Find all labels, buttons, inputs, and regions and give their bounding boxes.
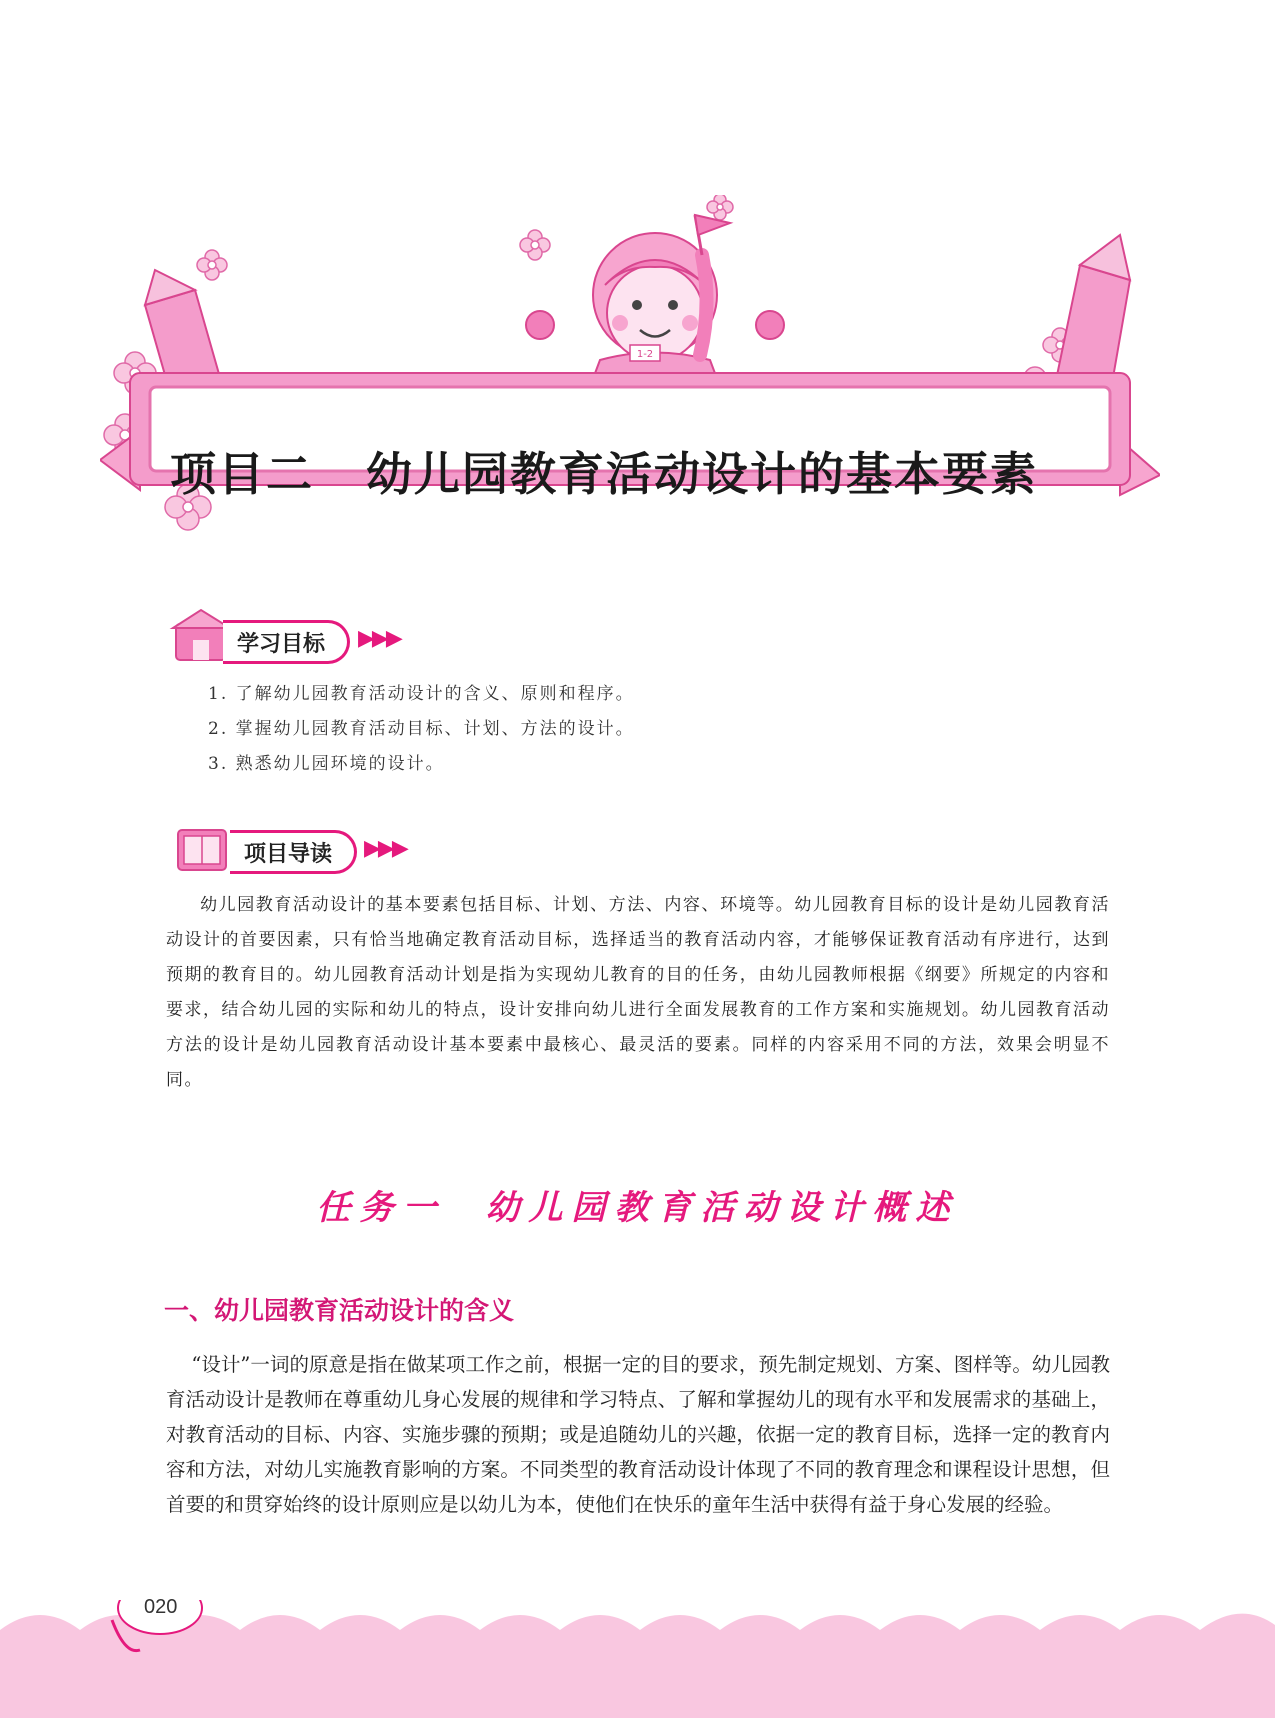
list-item: 1. 了解幼儿园教育活动设计的含义、原则和程序。 xyxy=(208,684,635,704)
objectives-header xyxy=(168,606,428,666)
guide-header xyxy=(168,816,428,876)
guide-paragraph xyxy=(166,888,1110,1098)
project-title xyxy=(170,438,1100,504)
guide-arrows: ▶▶▶ xyxy=(364,836,406,861)
project-name: 幼儿园教育活动设计的基本要素 xyxy=(366,447,1038,501)
objectives-arrows: ▶▶▶ xyxy=(358,626,400,651)
task-title xyxy=(0,1180,1275,1229)
section-text: “设计”一词的原意是指在做某项工作之前，根据一定的目的要求，预先制定规划、方案、图样等。幼儿园教育活动设计是教师在尊重幼儿身心发展的规律和学习特点、了解和掌握幼儿的现有水平和发展需求的基础上，对教育活动的目标、内容、实施步骤的预期；或是追随幼儿的兴趣，依据一定的教育目标，选择一定的教育内容和方法，对幼儿实施教育影响的方案。不同类型的教育活动设计体现了不同的教育理念和课程设计思想，但首要的和贯穿始终的设计原则应是以幼儿为本，使他们在快乐的童年生活中获得有益于身心发展的经验。 xyxy=(166,1353,1110,1516)
footer-scallop xyxy=(0,1600,1275,1718)
objectives-list xyxy=(208,677,1108,782)
section-paragraph xyxy=(166,1347,1110,1522)
section-heading: 一、幼儿园教育活动设计的含义 xyxy=(164,1296,515,1325)
project-number: 项目二 xyxy=(170,447,314,501)
guide-label: 项目导读 xyxy=(230,830,357,874)
guide-text: 幼儿园教育活动设计的基本要素包括目标、计划、方法、内容、环境等。幼儿园教育目标的设计是幼儿园教育活动设计的首要因素，只有恰当地确定教育活动目标，选择适当的教育活动内容，才能够保证教育活动有序进行，达到预期的教育目的。幼儿园教育活动计划是指为实现幼儿教育的目的任务，由幼儿园教师根据《纲要》所规定的内容和要求，结合幼儿园的实际和幼儿的特点，设计安排向幼儿进行全面发展教育的工作方案和实施规划。幼儿园教育活动方法的设计是幼儿园教育活动设计基本要素中最核心、最灵活的要素。同样的内容采用不同的方法，效果会明显不同。 xyxy=(166,895,1110,1090)
book-icon xyxy=(168,816,238,876)
task-number: 任务一 xyxy=(316,1188,446,1228)
list-item: 3. 熟悉幼儿园环境的设计。 xyxy=(208,754,445,774)
list-item: 2. 掌握幼儿园教育活动目标、计划、方法的设计。 xyxy=(208,719,635,739)
page-number: 020 xyxy=(144,1596,178,1618)
objectives-label: 学习目标 xyxy=(223,620,350,664)
svg-text:1-2: 1-2 xyxy=(636,349,654,360)
task-name: 幼儿园教育活动设计概述 xyxy=(485,1188,959,1228)
